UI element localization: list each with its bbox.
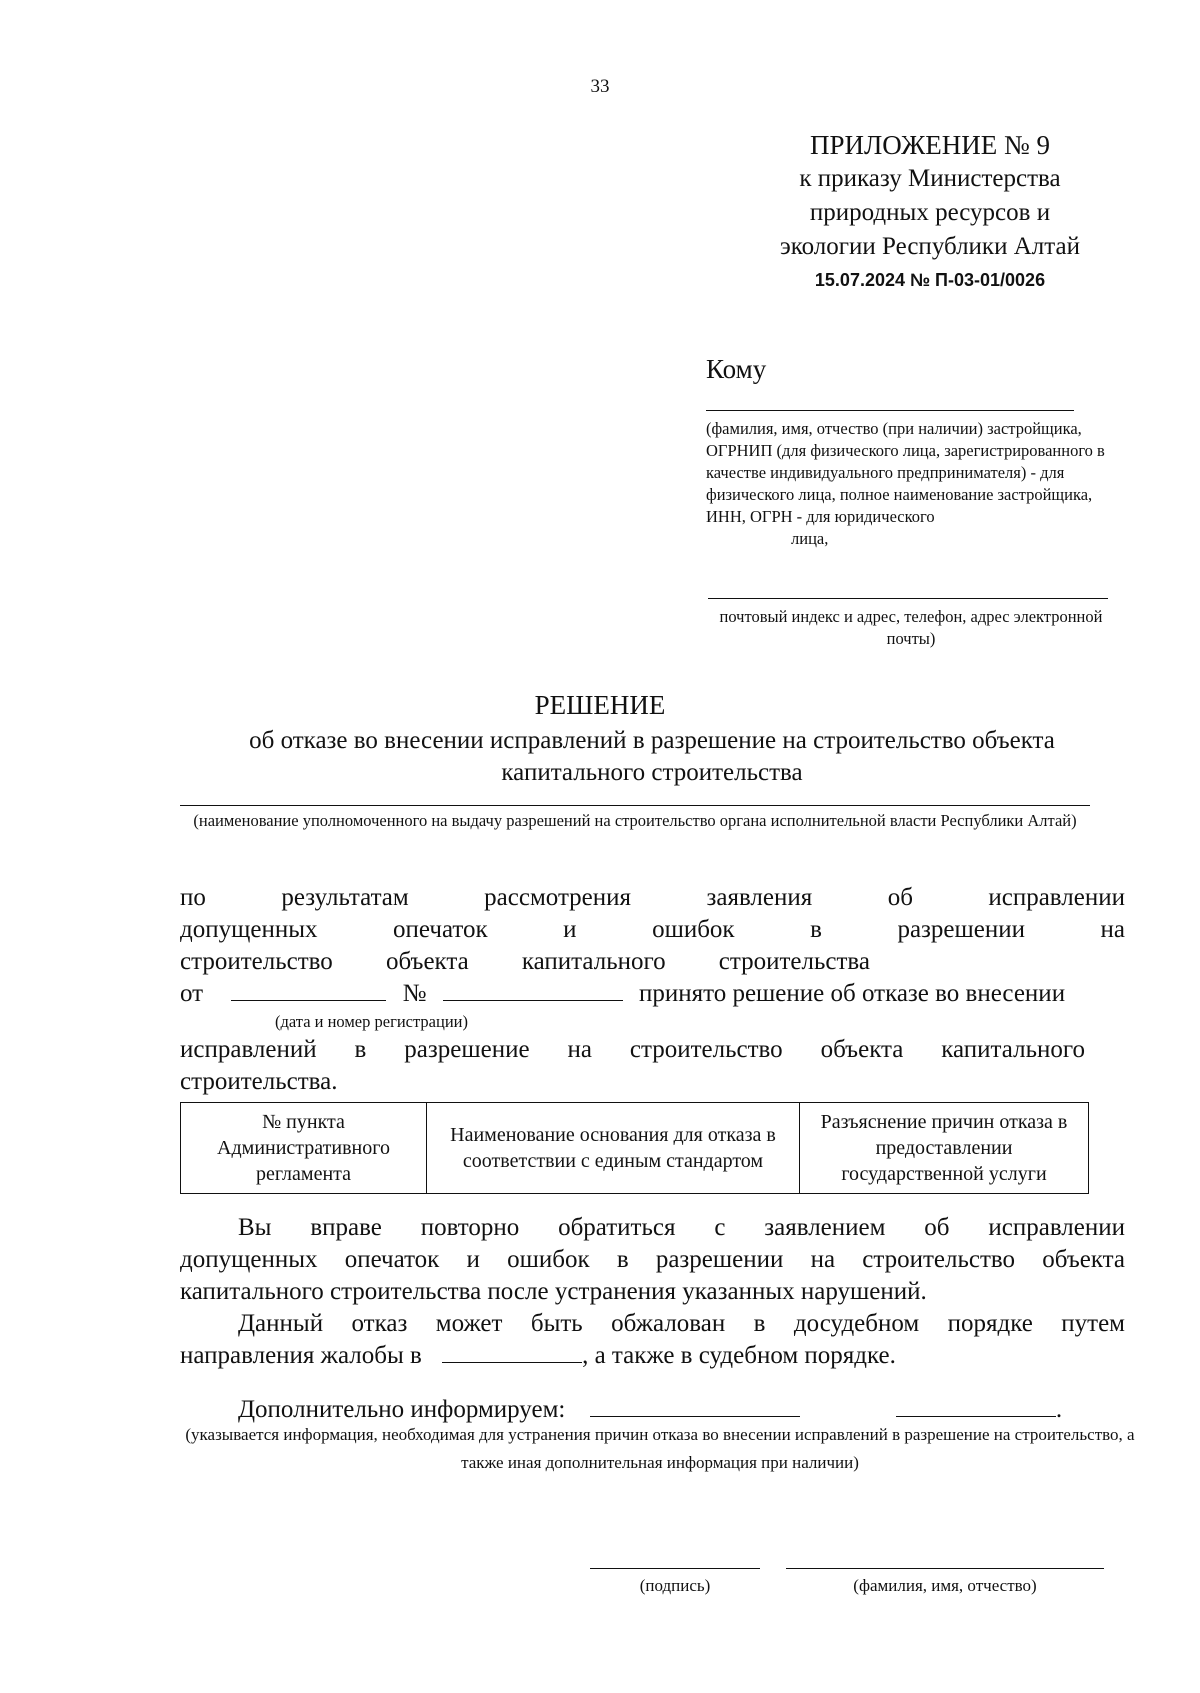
appendix-block (720, 128, 1140, 296)
appendix-line: природных ресурсов и (809, 199, 1051, 226)
number-label: № (402, 980, 427, 1007)
date-blank (231, 1000, 386, 1001)
order-reference: 15.07.2024 № П-03-01/0026 (814, 270, 1046, 290)
authority-line (180, 805, 1090, 806)
info-label: Дополнительно информируем: (238, 1396, 566, 1423)
table-header-row (181, 1103, 1089, 1194)
closing-line: допущенных опечаток и ошибок в разрешении на строительство объекта (180, 1246, 1125, 1273)
grounds-table (180, 1102, 1089, 1194)
appeal-blank (442, 1362, 582, 1363)
date-caption: (дата и номер регистрации) (275, 1012, 468, 1031)
full-name-caption: (фамилия, имя, отчество) (853, 1576, 1037, 1595)
table-header-cell: Наименование основания для отказа в соответствии с единым стандартом (427, 1103, 800, 1194)
body-line-registration (180, 978, 1125, 1010)
closing-line-appeal: направления жалобы в , а также в судебном порядке. (180, 1342, 896, 1369)
recipient-name-line (706, 410, 1074, 411)
signature-line (590, 1568, 760, 1569)
recipient-caption-end: лица, (791, 529, 829, 548)
table-header-cell: № пункта Административного регламента (181, 1103, 427, 1194)
decision-body (180, 882, 1125, 1098)
closing-line: Вы вправе повторно обратиться с заявлением об исправлении (238, 1214, 1125, 1241)
closing-line: Данный отказ может быть обжалован в досудебном порядке путем (238, 1310, 1125, 1337)
info-blank (590, 1416, 800, 1417)
info-line: Дополнительно информируем: . (238, 1396, 1063, 1423)
from-label: от (180, 980, 204, 1007)
closing-line: капитального строительства после устранения указанных нарушений. (180, 1278, 927, 1305)
recipient-caption: (фамилия, имя, отчество (при наличии) застройщика, ОГРНИП (для физического лица, зарегистрированного в качестве индивидуального предпринимателя) - для физического лица, полное наименование застройщика, ИНН, ОГРН - для юридического лица, (706, 419, 1105, 548)
address-caption: почтовый индекс и адрес, телефон, адрес электронной почты) (719, 607, 1103, 648)
closing-block (180, 1212, 1125, 1426)
recipient-label: Кому (706, 354, 767, 384)
info-blank (896, 1416, 1056, 1417)
body-line: допущенных опечаток и ошибок в разрешении на (180, 916, 1125, 943)
info-caption: (указывается информация, необходимая для устранения причин отказа во внесении исправлений в разрешение на строительство, а также иная дополнительная информация при наличии) (185, 1425, 1135, 1472)
table-header-cell: Разъяснение причин отказа в предоставлении государственной услуги (800, 1103, 1089, 1194)
signature-caption: (подпись) (639, 1576, 711, 1595)
number-blank (443, 1000, 623, 1001)
appendix-line: к приказу Министерства (799, 165, 1061, 192)
full-name-line (786, 1568, 1104, 1569)
decision-text: принято решение об отказе во внесении (638, 980, 1066, 1007)
authority-caption: (наименование уполномоченного на выдачу разрешений на строительство органа исполнительной власти Республики Алтай) (193, 811, 1077, 830)
decision-title: РЕШЕНИЕ (534, 690, 666, 720)
body-line: по результатам рассмотрения заявления об исправлении (180, 884, 1125, 911)
body-line: строительство объекта капитального строительства (180, 948, 870, 975)
body-line: строительства. (180, 1068, 338, 1095)
recipient-address-line (708, 598, 1108, 599)
page-number: 33 (590, 76, 610, 97)
appendix-heading: ПРИЛОЖЕНИЕ № 9 (809, 130, 1051, 160)
body-line: исправлений в разрешение на строительство объекта капитального (180, 1036, 1085, 1063)
decision-subtitle: об отказе во внесении исправлений в разрешение на строительство объекта капитального строительства (249, 727, 1055, 786)
appendix-line: экологии Республики Алтай (780, 233, 1080, 260)
